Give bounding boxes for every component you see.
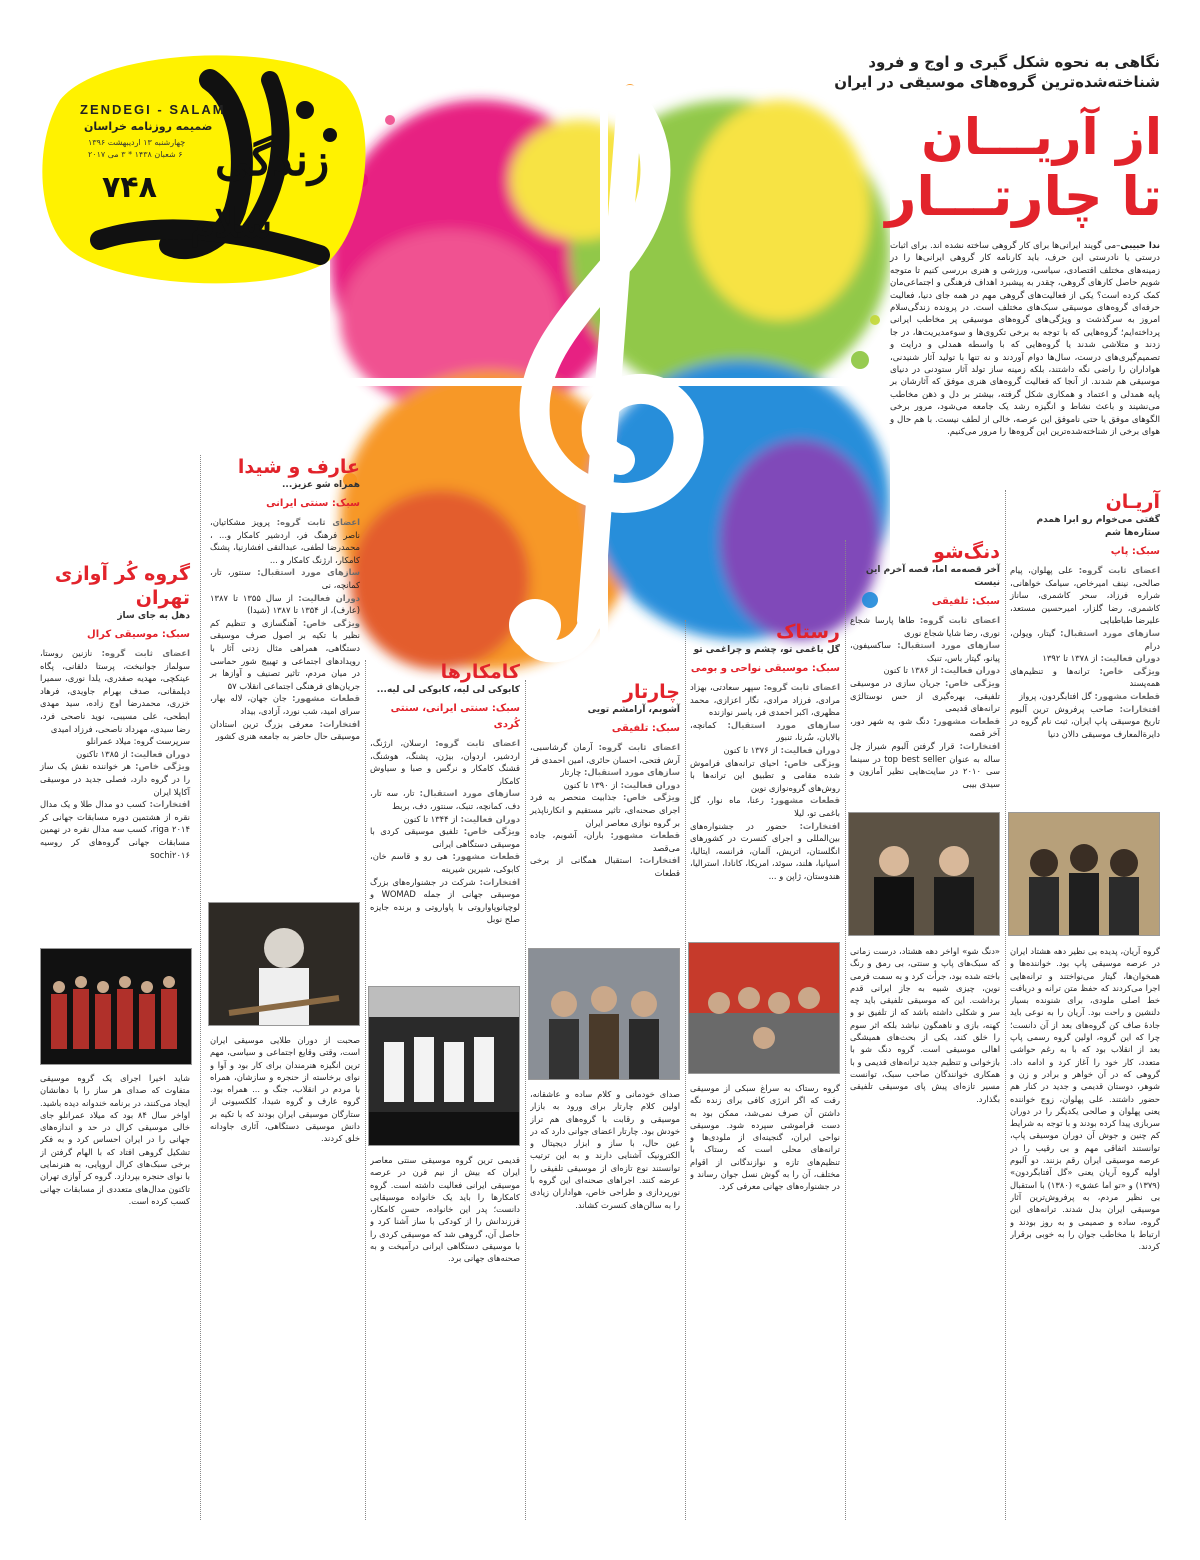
band-kamkars-style: سبک: سنتی ایرانی، سنتی کُردی xyxy=(390,703,520,730)
treble-clef-splash-artwork xyxy=(330,60,890,680)
band-arian-title: آریـان xyxy=(1105,491,1160,513)
logo-word-zendegi: زندگی xyxy=(215,135,330,186)
band-choir-subtitle: دهل به جای ساز xyxy=(117,611,190,621)
headline-kicker-2: شناخته‌شده‌ترین گروه‌های موسیقی در ایران xyxy=(834,73,1160,91)
photo-chartar xyxy=(528,948,680,1080)
band-chartar-style: سبک: تلفیقی xyxy=(611,723,680,734)
band-kamkars-title: کامکارها xyxy=(440,661,520,683)
masthead xyxy=(40,40,370,290)
band-chartar xyxy=(530,680,680,880)
column-rule xyxy=(200,455,201,1520)
band-dangshow-subtitle: آخر قصه‌مه اما، قصه آخرم این نیست xyxy=(865,565,1000,588)
photo-dangshow-image xyxy=(849,813,999,935)
band-rastak-info: اعضای ثابت گروه: سپهر سعادتی، بهزاد مرادی، فرزاد مرادی، نگار اعزازی، محمد مظهری، اکبر احمدی فر، یاسر نوازنده سازهای مورد استقبال: کمانچه، بالابان، سُرنا، تنبور دوران فعالیت: از ۱۳۷۶ تا کنون ویژگی خاص: احیای ترانه‌های فراموش شده مقامی و تطبیق این ترانه‌ها با روش‌های گروه‌نوازی نوین قطعات مشهور: رعنا، ماه نوار، گل باغمی تو، لیلا افتخارات: حضور در جشنواره‌های بین‌المللی و اجرای کنسرت در کشورهای انگلستان، اتریش، آلمان، فرانسه، ایتالیا، اسپانیا، هلند، سوئد، امریکا، کانادا، استرالیا، هندوستان، ژاپن و ... xyxy=(690,682,841,881)
band-kamkars-info: اعضای ثابت گروه: ارسلان، ارژنگ، اردشیر، اردوان، بیژن، پشنگ، هوشنگ، قشنگ کامکار و نرگس و صبا و سیاوش کامکار سازهای مورد استقبال: تار، سه تار، دف، کمانچه، تنبک، سنتور، دف، بربط دوران فعالیت: از ۱۳۴۴ تا کنون ویژگی خاص: تلفیق موسیقی کردی با موسیقی دستگاهی ایرانی قطعات مشهور: هی رو و قاسم خان، کابوکی، شیرین شیرینه افتخارات: شرکت در جشنواره‌های بزرگ موسیقی جهانی از جمله WOMAD و لوچیانوپاواروتی با پاواروتی و برنده جایزه صلح نوبل xyxy=(370,738,521,925)
band-rastak-subtitle: گل باغمی تو، چشم و چراغمی تو xyxy=(693,645,840,655)
column-rule xyxy=(365,660,366,1520)
headline-kicker-1: نگاهی به نحوه شکل گیری و اوج و فرود xyxy=(868,53,1160,71)
lead-paragraph xyxy=(890,240,1160,439)
lead-author: ندا حبیبی xyxy=(1120,241,1160,251)
issue-number: ۷۴۸ xyxy=(102,170,157,205)
band-rastak-style: سبک: موسیقی نواحی و بومی xyxy=(690,663,840,674)
band-aref-title: عارف و شیدا xyxy=(237,456,360,478)
photo-choir xyxy=(40,948,192,1065)
photo-choir-image xyxy=(41,949,191,1064)
band-arian-info: اعضای ثابت گروه: علی پهلوان، پیام صالحی، نینف امیرخاص، سیامک خواهانی، شراره فرزاد، سحر کاشمری، ساناز کاشمری، رضا گلزار، امیرحسین مستعد، علیرضا طباطبایی سازهای مورد استقبال: گیتار، ویولن، درام دوران فعالیت: از ۱۳۷۸ تا ۱۳۹۲ ویژگی خاص: ترانه‌ها و تنظیم‌های همه‌پسند قطعات مشهور: گل افتابگردون، پرواز افتخارات: صاحب پرفروش ترین آلبوم تاریخ موسیقی پاپ ایران، ثبت نام گروه در دایرةالمعارف موسیقی دالان دنیا xyxy=(1010,565,1161,739)
lead-text: –می گویند ایرانی‌ها برای کار گروهی ساخته نشده اند. برای اثبات درستی یا نادرستی این حرف، باید کارنامه کار گروهی ایرانی‌ها را در زمینه‌های مختلف اقتصادی، سیاسی، ورزشی و هنری بررسی کنیم تا متوجه شویم حاصل کارهای گروهی، چقدر به پیشبرد اهداف فرهنگی و اجتماعی‌مان کمک کرده است؟ یکی از فعالیت‌های گروهی مهم در همه جای دنیا، فعالیت حرفه‌ای گروه‌های موسیقی سبک‌های مختلف است. در پرونده زندگی‌سلام امروز به سرگذشت و ویژگی‌های گروه‌های موسیقی پر مخاطب ایرانی پرداخته‌ایم؛ گروه‌هایی که با توجه به برخی تکروی‌ها و سوءمدیریت‌ها، در جا زدند و متلاشی شدند یا گروه‌هایی که با واسطه همدلی و درایت و تصمیم‌گیری‌های درست، سال‌ها دوام آوردند و نه تنها با تولید آثار شنیدنی، هواداران را راضی نگه داشتند، بلکه زمینه ساز تولد آثار ستودنی در دنیای موسیقی هم شدند. از آنجا که فعالیت گروه‌های هنری موفق که آثارشان بر پایه همدلی و اعتماد و همکاری شکل گرفته، بیشتر بر دل و ذهن مخاطب می‌نشیند و باعث نشاط و انگیزه رشد یک جامعه می‌شود، مرور برخی الگوهای موفق یا حتی ناموفق این عرصه، خالی از لطف نیست. با هم حال و هوای برخی از شناخته‌شده‌ترین این گروه‌ها را مرور می‌کنیم. xyxy=(890,241,1160,438)
body-column-rastak: گروه رستاک به سراغ سبکی از موسیقی رفت که اگر انرژی کافی برای زنده نگه داشتن آن صرف نمی‌شد، ممکن بود به دست فراموشی سپرده شود. موسیقی نواحی ایران، گنجینه‌ای از ملودی‌ها و ترانه‌های محلی است که رستاک با تنظیم‌های تازه و نوازندگانی از اقوام مختلف، آن را به گوش نسل جوان رساند و در جشنواره‌های جهانی معرفی کرد. xyxy=(690,1083,840,1192)
photo-kamkars-image xyxy=(369,987,519,1145)
band-chartar-subtitle: آشوبم، آرامشم تویی xyxy=(587,705,680,715)
photo-aref-image xyxy=(209,903,359,1025)
band-choir-style: سبک: موسیقی کرال xyxy=(87,629,190,640)
band-aref-style: سبک: سنتی ایرانی xyxy=(266,498,360,509)
column-rule xyxy=(1005,490,1006,1520)
masthead-latin-title: ZENDEGI - SALAM xyxy=(80,102,226,117)
body-column-kamkars: قدیمی ترین گروه موسیقی سنتی معاصر ایران که بیش از نیم قرن در عرصه موسیقی ایرانی فعالیت داشته است. گروه کامکارها را باید یک خانواده موسیقایی دانست؛ پدر این خانواده، حسن کامکار، فرزندانش را از کودکی با ساز آشنا کرد و حاصل آن، گروهی شد که موسیقی کردی را با موسیقی دستگاهی ایرانی درآمیخت و به صحنه‌های جهانی برد. xyxy=(370,1155,520,1264)
body-column-aref: صحبت از دوران طلایی موسیقی ایران است، وقتی وقایع اجتماعی و سیاسی، مهم ترین انگیزه هنرمندان برای کار بود و آوا و نوای برخاسته از حنجره و سازشان، همراه با مردم در انقلاب، جنگ و ... همراه بود. گروه عارف و گروه شیدا، کلکسیونی از ستارگان موسیقی ایران بودند که با تکیه بر دانش موسیقی دستگاهی، آثاری جاودانه خلق کردند. xyxy=(210,1035,360,1144)
body-column-arian: گروه آریان، پدیده بی نظیر دهه هشتاد ایران در عرصه موسیقی پاپ بود. خواننده‌ها و همخوان‌ها، گیتار می‌نواختند و ترانه‌هایی اجرا می‌کردند که حفظ متن ترانه و دریافت خط اصلی ملودی، برای شنونده بسیار دلنشین و راحت بود. آریان را به نوعی باید جادهٔ صاف کن گروه‌های بعد از آن دانست؛ چرا که این گروه، اولین گروه رسمی پاپ بعد از انقلاب بود که با به رغم حواشی متعدد، کار خود را آغاز کرد و ادامه داد. گروهی که در آن خواهر و برادر و زن و شوهر، دوستان قدیمی و جدید در کنار هم حضور داشتند. علی پهلوان، زوج خواننده یعنی پهلوان و صالحی یکدیگر را در دوران سربازی پیدا کرده بودند و با توجه به شرایط کم چنین و جوش آن دوران موسیقی پاپ، توانستند اتفاقی مهم و بی رقیب را در عرصه موسیقی ایران رقم بزنند. دو آلبوم اولیه گروه آریان یعنی «گل آفتابگردون» (۱۳۷۹) و «تو اما عشق» (۱۳۸۰) با استقبال بی نظیر مردم، به پرفروش‌ترین آثار موسیقی ایران بدل شدند. ترانه‌های این گروه، ساده و صمیمی و به روز بودند و ارتباط با مخاطب جوان را به خوبی برقرار کردند. xyxy=(1010,946,1160,1252)
photo-dangshow xyxy=(848,812,1000,936)
photo-aref xyxy=(208,902,360,1026)
band-tehran-choir xyxy=(40,562,190,861)
band-choir-title-2: تهران xyxy=(135,587,190,609)
band-dangshow-info: اعضای ثابت گروه: طاها پارسا شجاع نوری، رضا شایا شجاع نوری سازهای مورد استقبال: ساکسیفون، پیانو، گیتار باس، تنبک دوران فعالیت: از ۱۳۸۶ تا کنون ویژگی خاص: جریان سازی در موسیقی تلفیقی، بهره‌گیری از حس نوستالژی ترانه‌های قدیمی قطعات مشهور: دنگ شو، یه شهر دور، آخر قصه افتخارات: قرار گرفتن آلبوم شیراز چل ساله به عنوان top best seller در سینما سی ۲۰۱۰ در سایت‌هایی نظیر آمازون و سیدی بیبی xyxy=(850,615,1001,789)
band-chartar-title: چارتار xyxy=(623,681,680,703)
masthead-date-1: چهارشنبه ۱۳ اردیبهشت ۱۳۹۶ xyxy=(88,138,186,147)
band-rastak xyxy=(690,620,840,883)
band-kamkars xyxy=(370,660,520,926)
band-aref-shayda xyxy=(210,455,360,743)
body-column-chartar: صدای خودمانی و کلام ساده و عاشقانه، اولین کلام چارتار برای ورود به بازار موسیقی و رقابت با گروه‌های هم تراز خودش بود. چارتار اعضای جوانی دارد که در عین حال، با ساز و ابزار دیجیتال و الکترونیک آشنایی دارند و به این ترتیب توانستند نوع تازه‌ای از موسیقی تلفیقی را عرضه کنند. اجراهای صحنه‌ای این گروه با نورپردازی و طراحی خاص، هواداران زیادی را به سالن‌های کنسرت کشاند. xyxy=(530,1089,680,1210)
band-kamkars-subtitle: کابوکی لی لیه، کابوکی لی لیه... xyxy=(376,685,520,695)
photo-kamkars xyxy=(368,986,520,1146)
band-arian-style: سبک: پاپ xyxy=(1110,546,1160,557)
band-dangshow-style: سبک: تلفیقی xyxy=(931,596,1000,607)
body-column-choir: شاید اخیرا اجرای یک گروه موسیقی متفاوت که صدای هر ساز را با دهانشان ایجاد می‌کنند، در برنامه خندوانه دیده باشید. اواخر سال ۸۴ بود که میلاد عمرانلو جای خالی موسیقی کرال در حد و اندازه‌های جهانی را در ایران احساس کرد و به فکر تشکیل گروهی افتاد که با الهام گرفتن از برخی سبک‌های کرال اروپایی، به هنرنمایی با نوای حنجره بپردازد. گروه کر آوازی تهران تاکنون مدال‌های متعددی از مسابقات جهانی کسب کرده است. xyxy=(40,1073,190,1206)
band-aref-info: اعضای ثابت گروه: پرویز مشکاتیان، ناصر فرهنگ فر، اردشیر کامکار و... ، محمدرضا لطفی، عبدالنقی افشارنیا، پشنگ کامکار، ارژنگ کامکار و ... سازهای مورد استقبال: سنتور، تار، کمانچه، نی دوران فعالیت: از سال ۱۳۵۵ تا ۱۳۸۷ (عارف)، از ۱۳۵۴ تا ۱۳۸۷ (شیدا) ویژگی خاص: آهنگسازی و تنظیم کم نظیر با تکیه بر اصول صرف موسیقی دستگاهی، همراهی مثال زدنی آثار با رویدادهای اجتماعی و تهییج شور حماسی در میان مردم، تاثیر تصنیف و آوازها بر جریان‌های فرهنگی اجتماعی انقلاب ۵۷ قطعات مشهور: جان جهان، لاله بهار، سرای امید، شب نورد، آزادی، بیداد افتخارات: معرفی بزرگ ترین استادان موسیقی حال حاضر به جامعه هنری کشور xyxy=(210,517,361,742)
masthead-supplement: ضمیمه روزنامه خراسان xyxy=(84,120,213,133)
band-choir-info: اعضای ثابت گروه: نازنین روستا، سولماز جوانبخت، پرستا دلقانی، پگاه عینکچی، مهدیه صفدری، یلدا نوری، سمیرا دیلمقانی، صدف بهرام جاویدی، فرهاد خزری، محمدرضا اوج زاده، سید مهدی ابطحی، علی مسیبی، نوید ناصحی فرد، رضا سیدی، مهرداد ناصحی، فرزاد امیدی سرپرست گروه: میلاد عمرانلو دوران فعالیت: از ۱۳۸۵ تاکنون ویژگی خاص: هر خواننده نقش یک ساز را در گروه دارد، فصلی جدید در موسیقی آکاپلا ایران افتخارات: کسب دو مدال طلا و یک مدال نقره از هشتمین دوره مسابقات جهانی کر riga ۲۰۱۴، کسب سه مدال نقره در نهمین مسابقات جهانی گروه‌های کر روسیه sochi۲۰۱۶ xyxy=(40,648,191,860)
headline-title-2: تا چارتـــار xyxy=(885,165,1162,228)
photo-rastak xyxy=(688,942,840,1074)
band-dangshow-title: دنگ‌شو xyxy=(933,541,1000,563)
column-rule xyxy=(685,620,686,1520)
body-column-dangshow: «دنگ شو» اواخر دهه هشتاد، درست زمانی که سبک‌های پاپ و سنتی، بی رمق و رنگ باخته شده بود، جرأت کرد و به سمت فرمی نوین، چیزی شبیه به جاز ایرانی قدم برداشت. این که موسیقی تلفیقی باید چه سر و شکلی داشته باشد که از تلفیق نو و کهنه، بازی و ناهمگون نباشد بلکه اثر سوم را خلق کند، یکی از بحث‌های همیشگی اهالی موسیقی است. گروه دنگ شو با بازخوانی و تنظیم جدید ترانه‌های قدیمی و با همکاری خوانندگان صاحب سبک، توانست مسیر تازه‌ای پیش پای موسیقی تلفیقی بگذارد. xyxy=(850,946,1000,1104)
band-choir-title-1: گروه کُر آوازی xyxy=(54,563,190,585)
band-aref-subtitle: همراه شو عزیز... xyxy=(281,480,360,490)
masthead-date-2: ۶ شعبان ۱۴۳۸ * ۳ می ۲۰۱۷ xyxy=(88,150,183,159)
photo-chartar-image xyxy=(529,949,679,1079)
photo-arian-image xyxy=(1009,813,1159,935)
logo-word-salam: سلام xyxy=(190,200,273,247)
photo-rastak-image xyxy=(689,943,839,1073)
band-arian xyxy=(1010,490,1160,740)
column-rule xyxy=(525,680,526,1520)
headline-title-1: از آریـــان xyxy=(921,108,1162,166)
band-dangshow xyxy=(850,540,1000,790)
band-rastak-title: رستاک xyxy=(776,621,840,643)
column-rule xyxy=(845,540,846,1520)
band-arian-subtitle: گفتی می‌خوام رو ابرا همدم ستاره‌ها شم xyxy=(1036,515,1160,538)
photo-arian xyxy=(1008,812,1160,936)
band-chartar-info: اعضای ثابت گروه: آرمان گرشاسبی، آرش فتحی، احسان حائری، امین احمدی فر سازهای مورد استقبال: چارتار دوران فعالیت: از ۱۳۹۰ تا کنون ویژگی خاص: جذابیت منحصر به فرد اجرای صحنه‌ای، تاثیر مستقیم و انکارناپذیر بر گروه نوازی معاصر ایران قطعات مشهور: باران، آشوبم، جاده می‌قصد افتخارات: استقبال همگانی از برخی قطعات xyxy=(530,742,681,878)
